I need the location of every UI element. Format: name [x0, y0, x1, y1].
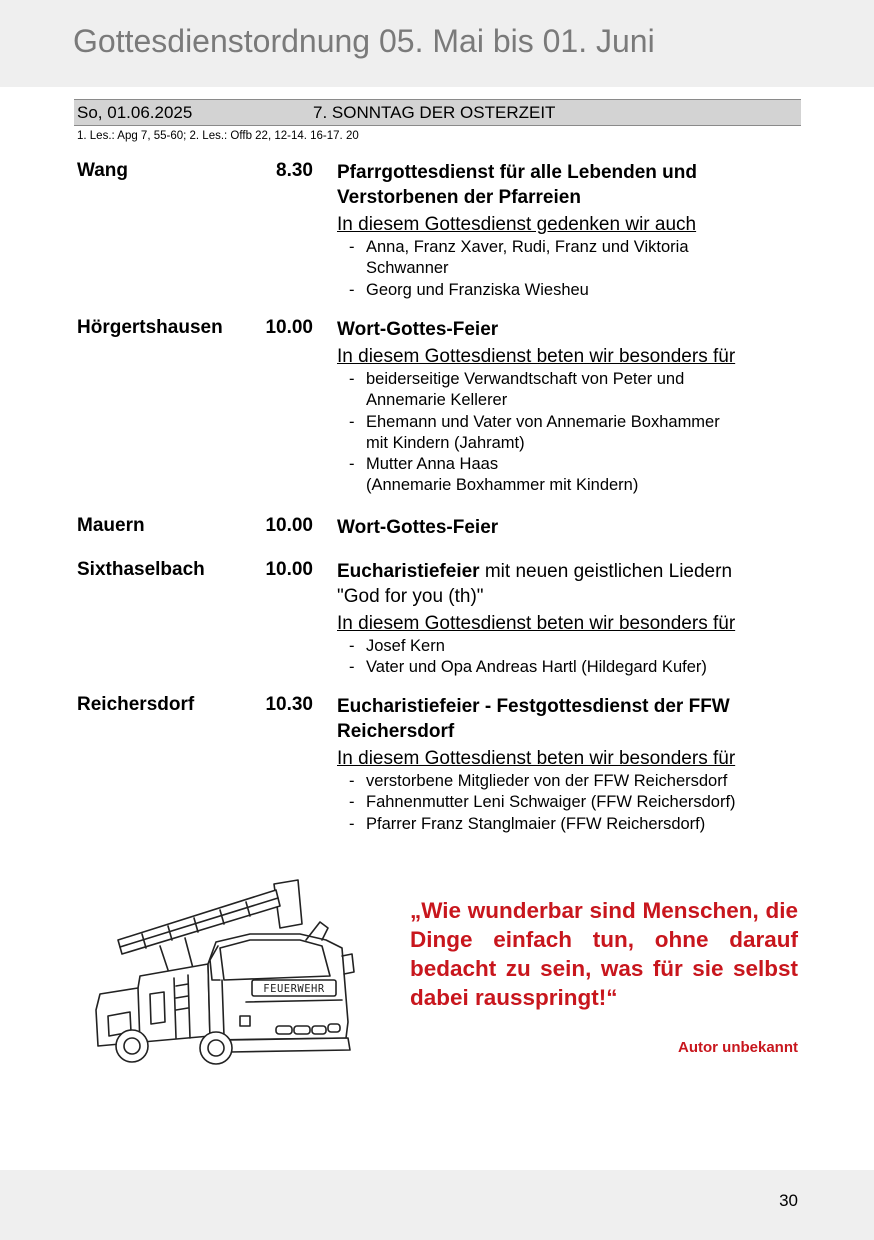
service-time: 10.00 — [265, 515, 313, 536]
intentions-heading: In diesem Gottesdienst gedenken wir auch — [337, 214, 697, 235]
intentions-heading: In diesem Gottesdienst beten wir besonders für — [337, 748, 736, 769]
service-title — [337, 694, 799, 744]
intention-item: - Ehemann und Vater von Annemarie Boxhammer mit Kindern (Jahramt) — [337, 412, 799, 455]
service-time: 10.00 — [265, 559, 313, 580]
service-description — [337, 559, 799, 679]
truck-label: FEUERWEHR — [263, 983, 325, 995]
service-description — [337, 694, 799, 835]
service-title-bold: Eucharistiefeier — [337, 561, 480, 582]
service-title-line: Verstorbenen der Pfarreien — [337, 187, 581, 208]
service-place: Hörgertshausen — [77, 317, 223, 338]
intention-item: - Pfarrer Franz Stanglmaier (FFW Reichersdorf) — [337, 814, 799, 835]
intentions-list — [337, 636, 799, 679]
intention-item: - verstorbene Mitglieder von der FFW Reichersdorf — [337, 771, 799, 792]
fire-truck-illustration — [90, 876, 360, 1068]
service-time: 10.30 — [265, 694, 313, 715]
service-title — [337, 160, 799, 210]
service-title — [337, 515, 799, 540]
service-place: Mauern — [77, 515, 145, 536]
quote-text: „Wie wunderbar sind Menschen, die Dinge einfach tun, ohne darauf bedacht zu sein, was für sie selbst dabei rausspringt!“ — [410, 898, 798, 1010]
service-title-line: "God for you (th)" — [337, 586, 484, 607]
day-date: So, 01.06.2025 — [77, 103, 193, 122]
intention-item: - Vater und Opa Andreas Hartl (Hildegard Kufer) — [337, 657, 799, 678]
scripture-readings: 1. Les.: Apg 7, 55-60; 2. Les.: Offb 22, 12-14. 16-17. 20 — [77, 130, 359, 142]
service-time: 10.00 — [265, 317, 313, 338]
page-header — [0, 0, 874, 87]
service-time: 8.30 — [276, 160, 313, 181]
service-title-line: Eucharistiefeier - Festgottesdienst der FFW — [337, 696, 730, 717]
service-title — [337, 559, 799, 609]
service-title — [337, 317, 799, 342]
page-title: Gottesdienstordnung 05. Mai bis 01. Juni — [73, 23, 655, 59]
intention-item: - Georg und Franziska Wiesheu — [337, 280, 799, 301]
service-title-rest: mit neuen geistlichen Liedern — [479, 561, 733, 582]
intention-item: - Fahnenmutter Leni Schwaiger (FFW Reichersdorf) — [337, 792, 799, 813]
service-place: Sixthaselbach — [77, 559, 205, 580]
service-title-line: Wort-Gottes-Feier — [337, 319, 499, 340]
day-header-row — [74, 99, 801, 126]
intentions-list — [337, 771, 799, 835]
service-description — [337, 160, 799, 301]
service-place: Reichersdorf — [77, 694, 195, 715]
intentions-heading: In diesem Gottesdienst beten wir besonders für — [337, 346, 736, 367]
service-title-line: Wort-Gottes-Feier — [337, 517, 499, 538]
intention-item: - Josef Kern — [337, 636, 799, 657]
intention-item: - Anna, Franz Xaver, Rudi, Franz und Viktoria Schwanner — [337, 237, 799, 280]
service-place: Wang — [77, 160, 129, 181]
liturgical-day-name: 7. SONNTAG DER OSTERZEIT — [313, 103, 556, 122]
intention-item: - beiderseitige Verwandtschaft von Peter und Annemarie Kellerer — [337, 369, 799, 412]
page-footer — [0, 1170, 874, 1240]
quote-author: Autor unbekannt — [678, 1039, 798, 1056]
service-title-line: Pfarrgottesdienst für alle Lebenden und — [337, 162, 697, 183]
intention-item: - Mutter Anna Haas (Annemarie Boxhammer mit Kindern) — [337, 454, 799, 497]
service-description — [337, 515, 799, 540]
intentions-list — [337, 237, 799, 301]
intentions-list — [337, 369, 799, 497]
intentions-heading: In diesem Gottesdienst beten wir besonders für — [337, 613, 736, 634]
page-number: 30 — [779, 1191, 798, 1210]
service-description — [337, 317, 799, 497]
service-title-line: Reichersdorf — [337, 721, 455, 742]
